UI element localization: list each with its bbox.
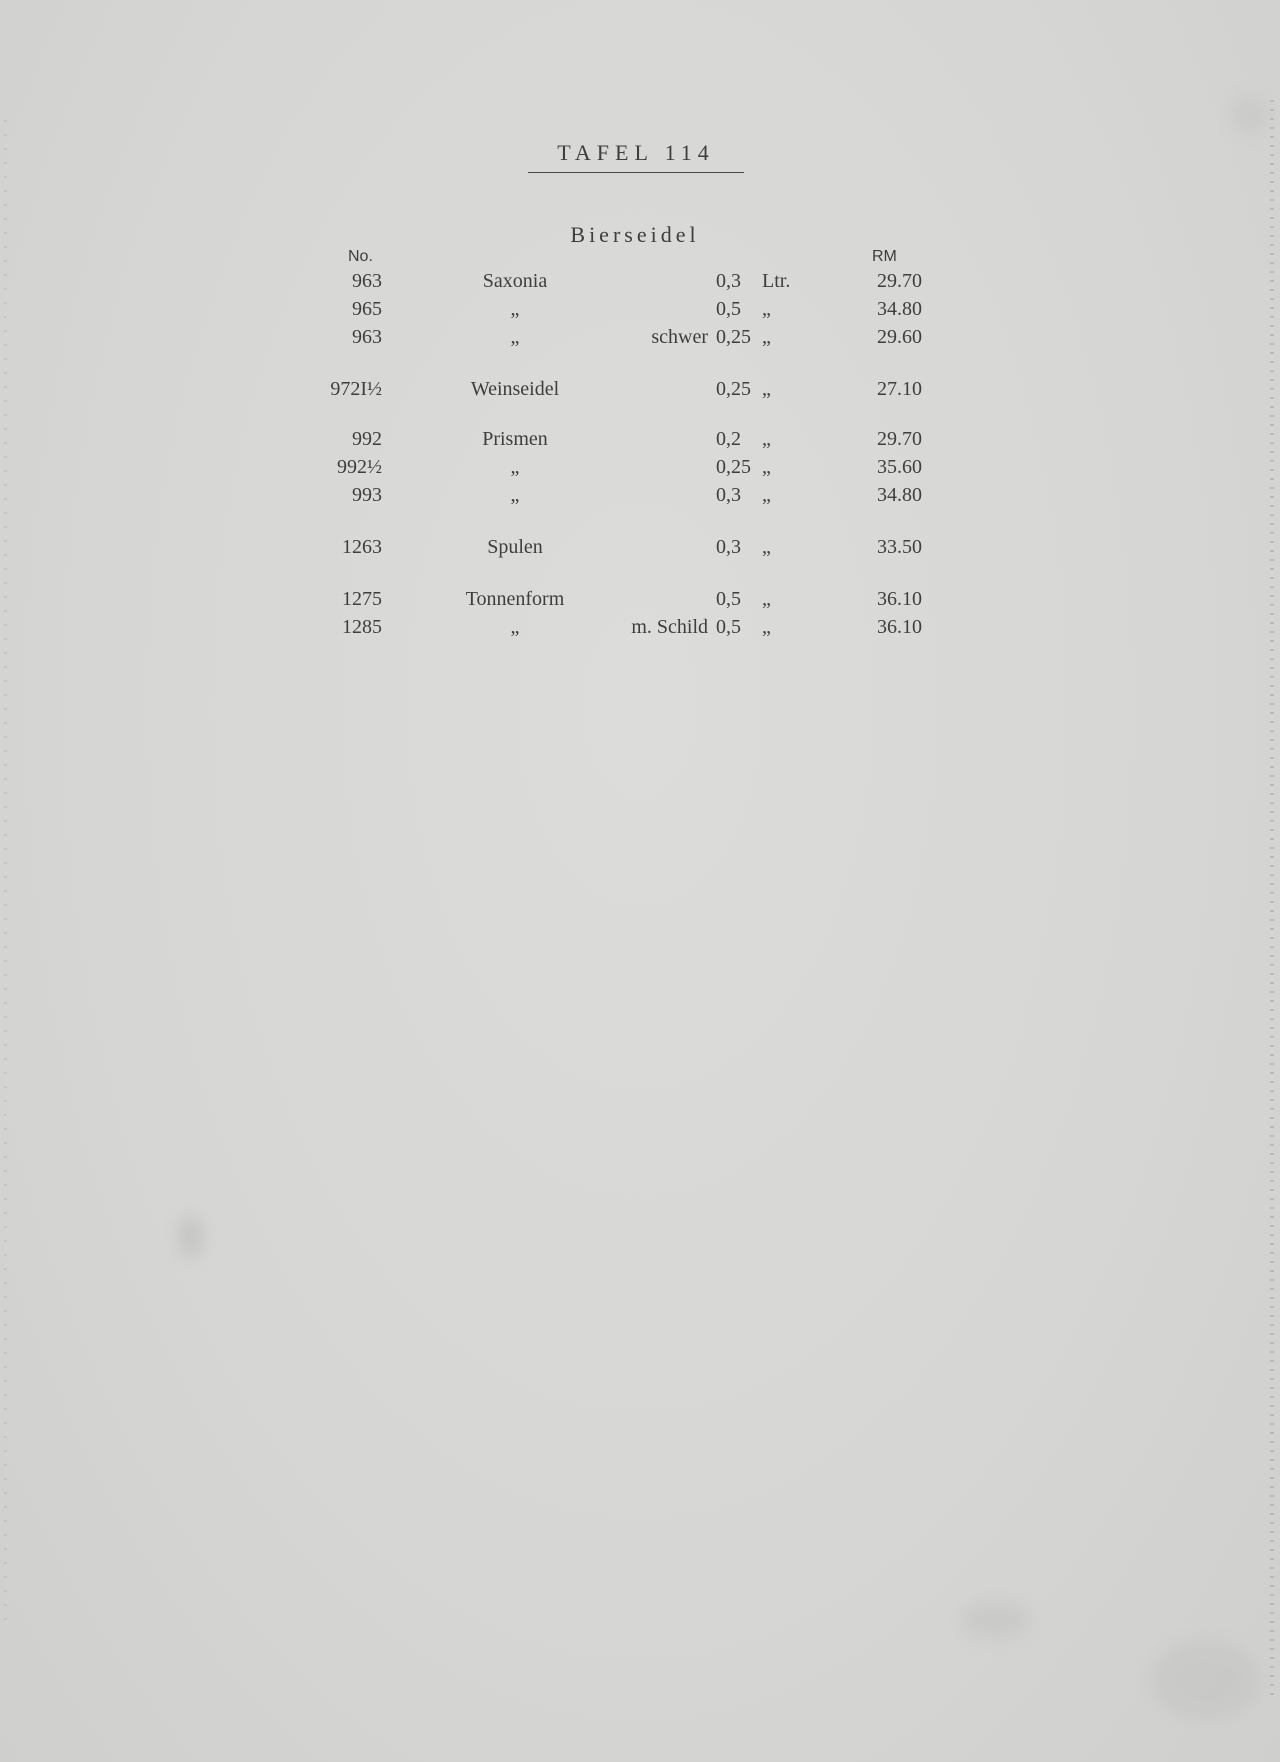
item-number: 1285 xyxy=(342,616,382,638)
item-number: 992 xyxy=(352,428,382,450)
item-price: 34.80 xyxy=(877,484,922,506)
page-title: TAFEL 114 xyxy=(528,140,744,173)
item-volume: 0,3 xyxy=(716,536,741,558)
item-name: „ xyxy=(510,326,520,348)
item-volume: 0,3 xyxy=(716,484,741,506)
stain xyxy=(1230,95,1270,135)
table-row xyxy=(0,298,1280,326)
item-number: 1275 xyxy=(342,588,382,610)
item-name: „ xyxy=(510,616,520,638)
column-header-price: RM xyxy=(872,248,897,265)
item-price: 29.70 xyxy=(877,428,922,450)
item-unit: „ xyxy=(762,326,771,348)
item-number: 963 xyxy=(352,326,382,348)
table-row xyxy=(0,588,1280,616)
item-volume: 0,25 xyxy=(716,378,751,400)
item-price: 36.10 xyxy=(877,588,922,610)
item-number: 993 xyxy=(352,484,382,506)
table-row xyxy=(0,326,1280,354)
item-name: „ xyxy=(510,484,520,506)
item-unit: „ xyxy=(762,298,771,320)
section-title: Bierseidel xyxy=(570,222,700,247)
item-number: 972I½ xyxy=(330,378,382,400)
item-volume: 0,5 xyxy=(716,588,741,610)
table-row xyxy=(0,484,1280,512)
item-name: Spulen xyxy=(487,536,543,558)
item-price: 27.10 xyxy=(877,378,922,400)
table-row xyxy=(0,378,1280,406)
item-unit: „ xyxy=(762,378,771,400)
item-price: 34.80 xyxy=(877,298,922,320)
table-row xyxy=(0,536,1280,564)
item-unit: „ xyxy=(762,616,771,638)
item-number: 1263 xyxy=(342,536,382,558)
table-row xyxy=(0,428,1280,456)
item-price: 29.60 xyxy=(877,326,922,348)
item-unit: „ xyxy=(762,536,771,558)
table-row xyxy=(0,616,1280,644)
item-volume: 0,5 xyxy=(716,298,741,320)
item-price: 33.50 xyxy=(877,536,922,558)
item-unit: Ltr. xyxy=(762,270,791,292)
item-price: 29.70 xyxy=(877,270,922,292)
item-volume: 0,3 xyxy=(716,270,741,292)
item-name: „ xyxy=(510,298,520,320)
item-unit: „ xyxy=(762,484,771,506)
item-name: „ xyxy=(510,456,520,478)
item-note: m. Schild xyxy=(631,616,708,638)
item-name: Weinseidel xyxy=(470,378,560,400)
item-number: 965 xyxy=(352,298,382,320)
item-note: schwer xyxy=(651,326,708,348)
item-volume: 0,25 xyxy=(716,326,751,348)
item-volume: 0,25 xyxy=(716,456,751,478)
stain xyxy=(960,1600,1030,1640)
item-name: Tonnenform xyxy=(465,588,565,610)
column-header-no: No. xyxy=(348,248,373,265)
item-unit: „ xyxy=(762,588,771,610)
item-name: Prismen xyxy=(482,428,548,450)
item-number: 963 xyxy=(352,270,382,292)
item-volume: 0,5 xyxy=(716,616,741,638)
item-volume: 0,2 xyxy=(716,428,741,450)
item-name: Saxonia xyxy=(482,270,548,292)
table-row xyxy=(0,270,1280,298)
item-unit: „ xyxy=(762,456,771,478)
item-unit: „ xyxy=(762,428,771,450)
table-row xyxy=(0,456,1280,484)
item-price: 36.10 xyxy=(877,616,922,638)
item-price: 35.60 xyxy=(877,456,922,478)
stain xyxy=(178,1215,204,1259)
stain xyxy=(1150,1640,1260,1720)
item-number: 992½ xyxy=(337,456,382,478)
